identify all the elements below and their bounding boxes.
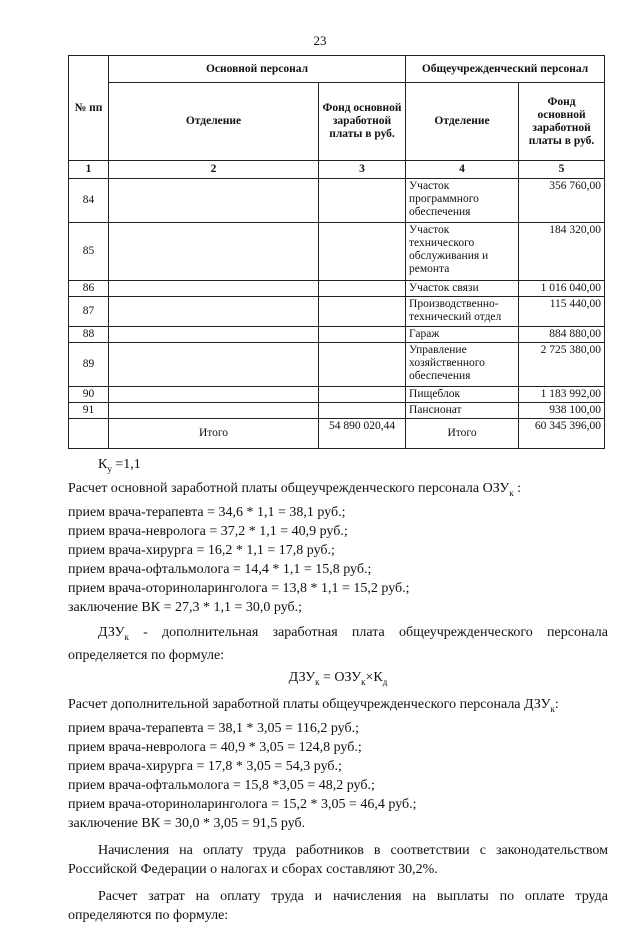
- header-main-personnel: Основной персонал: [109, 56, 406, 83]
- row-num: 88: [69, 327, 109, 343]
- row-fund-general: 938 100,00: [519, 403, 605, 419]
- dzu-line: прием врача-невролога = 40,9 * 3,05 = 124,8 руб.;: [68, 739, 362, 755]
- dzu-line: прием врача-офтальмолога = 15,8 *3,05 = 48,2 руб.;: [68, 777, 375, 793]
- row-fund: [319, 281, 406, 297]
- table-row: [69, 327, 605, 343]
- dzu-line: прием врача-хирурга = 17,8 * 3,05 = 54,3 руб.;: [68, 758, 342, 774]
- row-dept: [109, 343, 319, 387]
- charges-paragraph: Начисления на оплату труда работников в соответствии с законодательством Российской Федерации о налогах и сборах составляют 30,2%.: [68, 842, 608, 877]
- total-label: Итого: [109, 419, 319, 449]
- ozu-line: прием врача-хирурга = 16,2 * 1,1 = 17,8 руб.;: [68, 542, 335, 558]
- row-fund: [319, 297, 406, 327]
- row-fund: [319, 403, 406, 419]
- dzu-line: заключение ВК = 30,0 * 3,05 = 91,5 руб.: [68, 815, 306, 831]
- header-department-general: Отделение: [406, 83, 519, 161]
- ozu-line: прием врача-невролога = 37,2 * 1,1 = 40,9 руб.;: [68, 523, 348, 539]
- total-fund-general: 60 345 396,00: [519, 419, 605, 449]
- dzu-line: прием врача-оториноларинголога = 15,2 * 3,05 = 46,4 руб.;: [68, 796, 417, 812]
- total-label-general: Итого: [406, 419, 519, 449]
- row-dept-general: Пищеблок: [406, 387, 519, 403]
- row-dept-general: Производственно-технический отдел: [406, 297, 519, 327]
- row-dept: [109, 223, 319, 281]
- ozu-line: заключение ВК = 27,3 * 1,1 = 30,0 руб.;: [68, 599, 303, 615]
- ozu-intro: Расчет основной заработной платы общеучрежденческого персонала $ОЗУ_к$ :: [68, 480, 522, 498]
- row-dept-general: Участок связи: [406, 281, 519, 297]
- ozu-line: прием врача-оториноларинголога = 13,8 * 1,1 = 15,2 руб.;: [68, 580, 410, 596]
- row-num: 90: [69, 387, 109, 403]
- colnum: 5: [519, 161, 605, 179]
- row-dept-general: Гараж: [406, 327, 519, 343]
- row-dept-general: Управление хозяйственного обеспечения: [406, 343, 519, 387]
- row-fund-general: 1 016 040,00: [519, 281, 605, 297]
- row-fund: [319, 223, 406, 281]
- payroll-table: [68, 55, 605, 449]
- column-numbers-row: [69, 161, 605, 179]
- row-dept: [109, 179, 319, 223]
- ozu-line: прием врача-терапевта = 34,6 * 1,1 = 38,1 руб.;: [68, 504, 346, 520]
- row-num: 85: [69, 223, 109, 281]
- dzu-line: прием врача-терапевта = 38,1 * 3,05 = 116,2 руб.;: [68, 720, 359, 736]
- costs-paragraph: Расчет затрат на оплату труда и начисления на выплаты по оплате труда определяются по формуле:: [68, 888, 608, 923]
- dzu-intro: Расчет дополнительной заработной платы общеучрежденческого персонала $ДЗУ_к$:: [68, 697, 559, 714]
- row-fund-general: 2 725 380,00: [519, 343, 605, 387]
- row-fund-general: 884 880,00: [519, 327, 605, 343]
- table-row: [69, 297, 605, 327]
- header-department: Отделение: [109, 83, 319, 161]
- table-row: [69, 179, 605, 223]
- row-dept-general: Участок технического обслуживания и ремонта: [406, 223, 519, 281]
- row-num: 86: [69, 281, 109, 297]
- row-dept-general: Участок программного обеспечения: [406, 179, 519, 223]
- ozu-line: прием врача-офтальмолога = 14,4 * 1,1 = 15,8 руб.;: [68, 561, 372, 577]
- colnum: 2: [109, 161, 319, 179]
- colnum: 3: [319, 161, 406, 179]
- row-fund-general: 115 440,00: [519, 297, 605, 327]
- dzu-definition: $ДЗУ_к$ - дополнительная заработная плата общеучрежденческого персонала определяется по формуле:: [68, 624, 608, 664]
- colnum: 4: [406, 161, 519, 179]
- row-fund-general: 184 320,00: [519, 223, 605, 281]
- row-dept: [109, 281, 319, 297]
- row-dept: [109, 327, 319, 343]
- row-fund: [319, 387, 406, 403]
- ky-line: $К_у =1,1$: [98, 457, 141, 474]
- page-number: 23: [313, 33, 327, 48]
- row-dept-general: Пансионат: [406, 403, 519, 419]
- row-fund-general: 356 760,00: [519, 179, 605, 223]
- body-text: [68, 455, 608, 925]
- table-row: [69, 343, 605, 387]
- row-num: 84: [69, 179, 109, 223]
- header-num: № пп: [69, 56, 109, 161]
- row-fund: [319, 343, 406, 387]
- row-num: 89: [69, 343, 109, 387]
- row-num: 91: [69, 403, 109, 419]
- row-fund-general: 1 183 992,00: [519, 387, 605, 403]
- total-row: [69, 419, 605, 449]
- header-fund: Фонд основной заработной платы в руб.: [319, 83, 406, 161]
- table-row: [69, 387, 605, 403]
- table-row: [69, 281, 605, 297]
- table-row: [69, 403, 605, 419]
- total-fund: 54 890 020,44: [319, 419, 406, 449]
- table-row: [69, 223, 605, 281]
- row-dept: [109, 403, 319, 419]
- total-num: [69, 419, 109, 449]
- colnum: 1: [69, 161, 109, 179]
- row-dept: [109, 297, 319, 327]
- row-fund: [319, 179, 406, 223]
- dzu-formula: $ДЗУ_к = ОЗУ_к\times К_д$: [288, 670, 388, 688]
- row-fund: [319, 327, 406, 343]
- row-dept: [109, 387, 319, 403]
- header-general-personnel: Общеучрежденческий персонал: [406, 56, 605, 83]
- row-num: 87: [69, 297, 109, 327]
- header-fund-general: Фонд основной заработной платы в руб.: [519, 83, 605, 161]
